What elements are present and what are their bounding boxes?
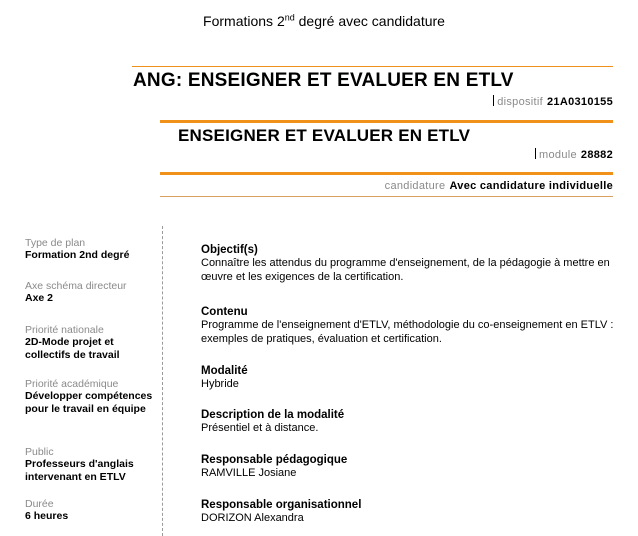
module-ref (535, 148, 613, 162)
page-title: ANG: ENSEIGNER ET EVALUER EN ETLV (133, 70, 514, 91)
section-description-modalite (201, 408, 616, 436)
section-responsable-organisationnel (201, 498, 616, 526)
section-title: Responsable pédagogique (201, 454, 348, 466)
sidebar-item-label: Public (25, 446, 54, 458)
sidebar-item-value: 2D-Mode projet et collectifs de travail (25, 336, 120, 361)
title-top-rule (132, 66, 613, 67)
section-text: Hybride (201, 378, 239, 390)
divider-bar (535, 148, 536, 159)
section-title: Objectif(s) (201, 244, 258, 256)
section-text: RAMVILLE Josiane (201, 467, 297, 479)
sidebar-item-value: Développer compétences pour le travail en équipe (25, 390, 153, 415)
sidebar-item-label: Durée (25, 498, 54, 510)
section-modalite (201, 364, 616, 392)
module-value: 28882 (580, 149, 613, 161)
module-label: module (539, 149, 577, 161)
section-contenu (201, 305, 616, 346)
candidature-ref (385, 179, 613, 193)
section-responsable-pedagogique (201, 453, 616, 481)
sidebar-item-public (25, 446, 155, 483)
section-objectifs (201, 243, 616, 284)
sidebar-item-type-de-plan (25, 237, 155, 262)
sidebar-item-value: Professeurs d'anglais intervenant en ETLV (25, 458, 134, 483)
section-text: Présentiel et à distance. (201, 422, 319, 434)
sidebar-item-label: Priorité académique (25, 378, 119, 390)
section-title: Modalité (201, 365, 248, 377)
section-title: Contenu (201, 306, 248, 318)
page-header (0, 12, 638, 30)
section-text: Connaître les attendus du programme d'enseignement, de la pédagogie à mettre en œuvre et les exigences de la certification. (201, 257, 610, 283)
sidebar-item-priorite-nationale (25, 324, 155, 361)
section-text: Programme de l'enseignement d'ETLV, méthodologie du co-enseignement en ETLV : exemples de pratiques, évaluation et certification. (201, 319, 614, 345)
candidature-value: Avec candidature individuelle (449, 180, 613, 192)
sidebar-item-label: Axe schéma directeur (25, 280, 127, 292)
divider-bar (493, 95, 494, 106)
dispositif-value: 21A0310155 (546, 96, 613, 108)
module-bottom-rule (160, 172, 613, 175)
section-title: Description de la modalité (201, 409, 345, 421)
header-superscript: nd (284, 12, 295, 23)
dispositif-ref (493, 95, 613, 109)
dispositif-label: dispositif (497, 96, 543, 108)
candidature-label: candidature (384, 180, 446, 192)
sidebar-item-label: Type de plan (25, 237, 86, 249)
sidebar-item-value: 6 heures (25, 510, 69, 522)
module-top-rule (160, 120, 613, 123)
column-separator (162, 226, 163, 536)
sidebar-item-axe (25, 280, 155, 305)
sidebar-item-duree (25, 498, 155, 523)
header-text-pre: Formations 2 (203, 13, 285, 29)
sidebar-item-priorite-academique (25, 378, 155, 415)
section-title: Responsable organisationnel (201, 499, 362, 511)
header-text-post: degré avec candidature (294, 13, 445, 29)
section-text: DORIZON Alexandra (201, 512, 304, 524)
sidebar-item-value: Axe 2 (25, 292, 54, 304)
sidebar-item-label: Priorité nationale (25, 324, 104, 336)
candidature-rule (160, 196, 613, 197)
module-title: ENSEIGNER ET EVALUER EN ETLV (178, 126, 471, 145)
sidebar-item-value: Formation 2nd degré (25, 249, 130, 261)
